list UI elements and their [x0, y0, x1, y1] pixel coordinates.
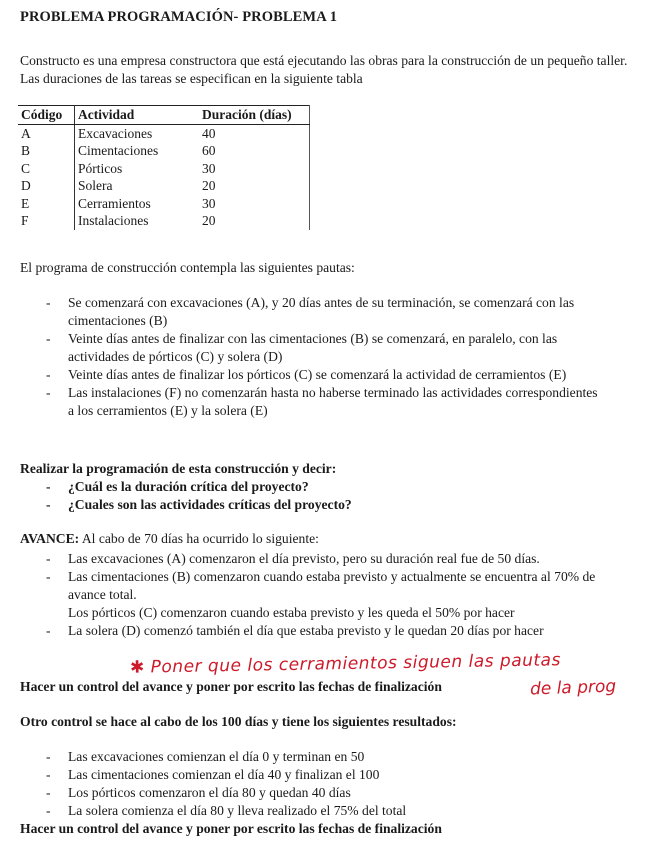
list-item: - ¿Cuál es la duración crítica del proyecto?: [20, 478, 600, 496]
cell-activity: Pórticos: [78, 160, 123, 176]
cell-code: D: [18, 177, 75, 195]
cell-duration: 30: [199, 160, 310, 178]
cell-code: A: [18, 124, 75, 142]
avance-text: Al cabo de 70 días ha ocurrido lo siguiente:: [79, 531, 319, 546]
results-list: [20, 748, 600, 820]
annotation-line-1: ✱ Poner que los cerramientos siguen las pautas: [129, 650, 562, 678]
cell-code: F: [18, 212, 75, 230]
cell-activity: Cimentaciones: [78, 143, 159, 158]
annotation-line-2: de la prog: [529, 676, 617, 700]
avance-list: [20, 550, 600, 640]
list-item: - Las excavaciones comienzan el día 0 y terminan en 50: [20, 748, 600, 766]
star-icon: ✱: [129, 657, 151, 678]
cell-code: C: [18, 160, 75, 178]
list-item: - Se comenzará con excavaciones (A), y 20 días antes de su terminación, se comenzará con las cimentaciones (B): [20, 294, 600, 330]
pautas-list: [20, 294, 600, 420]
list-item: Los pórticos (C) comenzaron cuando estaba previsto y les queda el 50% por hacer: [68, 605, 515, 620]
cell-code: B: [18, 142, 75, 160]
list-item: - La solera (D) comenzó también el día que estaba previsto y le quedan 20 días por hacer: [20, 622, 600, 640]
list-item: - Las cimentaciones (B) comenzaron cuando estaba previsto y actualmente se encuentra al 70% de avance total.: [20, 568, 600, 604]
table-row: [18, 124, 310, 142]
cell-duration: 20: [199, 177, 310, 195]
program-intro: El programa de construcción contempla las siguientes pautas:: [20, 260, 355, 275]
list-item: - ¿Cuales son las actividades críticas del proyecto?: [20, 496, 600, 514]
cell-code: E: [18, 195, 75, 213]
table-row: [18, 195, 310, 213]
list-item: - Las excavaciones (A) comenzaron el día previsto, pero su duración real fue de 50 días.: [20, 550, 600, 568]
list-item: - Las instalaciones (F) no comenzarán hasta no haberse terminado las actividades correspondientes a los cerramientos (E) y la solera (E): [20, 384, 600, 420]
questions-list: [20, 478, 600, 514]
table-row: [18, 177, 310, 195]
avance-heading: [20, 530, 640, 548]
list-item: - La solera comienza el día 80 y lleva realizado el 75% del total: [20, 802, 600, 820]
control-2: Hacer un control del avance y poner por escrito las fechas de finalización: [20, 821, 442, 836]
otro-control: Otro control se hace al cabo de los 100 días y tiene los siguientes resultados:: [20, 714, 457, 729]
list-item: - Veinte días antes de finalizar los pórticos (C) se comenzará la actividad de cerramientos (E): [20, 366, 600, 384]
cell-activity: Instalaciones: [78, 213, 149, 228]
cell-duration: 40: [199, 124, 310, 142]
cell-duration: 30: [199, 195, 310, 213]
header-codigo: Código: [18, 106, 75, 125]
cell-duration: 20: [199, 212, 310, 230]
control-1: Hacer un control del avance y poner por escrito las fechas de finalización: [20, 679, 442, 694]
header-duracion: Duración (días): [199, 106, 310, 125]
duration-table: [18, 105, 310, 230]
cell-activity: Cerramientos: [78, 195, 151, 211]
avance-label: AVANCE:: [20, 531, 80, 546]
cell-activity: Solera: [78, 178, 113, 193]
table-row: [18, 212, 310, 230]
list-item: - Los pórticos comenzaron el día 80 y quedan 40 días: [20, 784, 600, 802]
list-item: - Las cimentaciones comienzan el día 40 y finalizan el 100: [20, 766, 600, 784]
intro-paragraph: Constructo es una empresa constructora que está ejecutando las obras para la construcción de un pequeño taller. Las duraciones de las tareas se especifican en la siguiente tabla: [20, 53, 628, 86]
task-heading: Realizar la programación de esta construcción y decir:: [20, 461, 337, 476]
cell-activity: Excavaciones: [78, 125, 153, 141]
table-row: [18, 160, 310, 178]
table-row: [18, 142, 310, 160]
table-header-row: [18, 106, 310, 125]
header-actividad: Actividad: [75, 106, 200, 125]
cell-duration: 60: [199, 142, 310, 160]
list-item: - Veinte días antes de finalizar con las cimentaciones (B) se comenzará, en paralelo, con las actividades de pórticos (C) y solera (D): [20, 330, 600, 366]
page-title: PROBLEMA PROGRAMACIÓN- PROBLEMA 1: [20, 9, 338, 25]
